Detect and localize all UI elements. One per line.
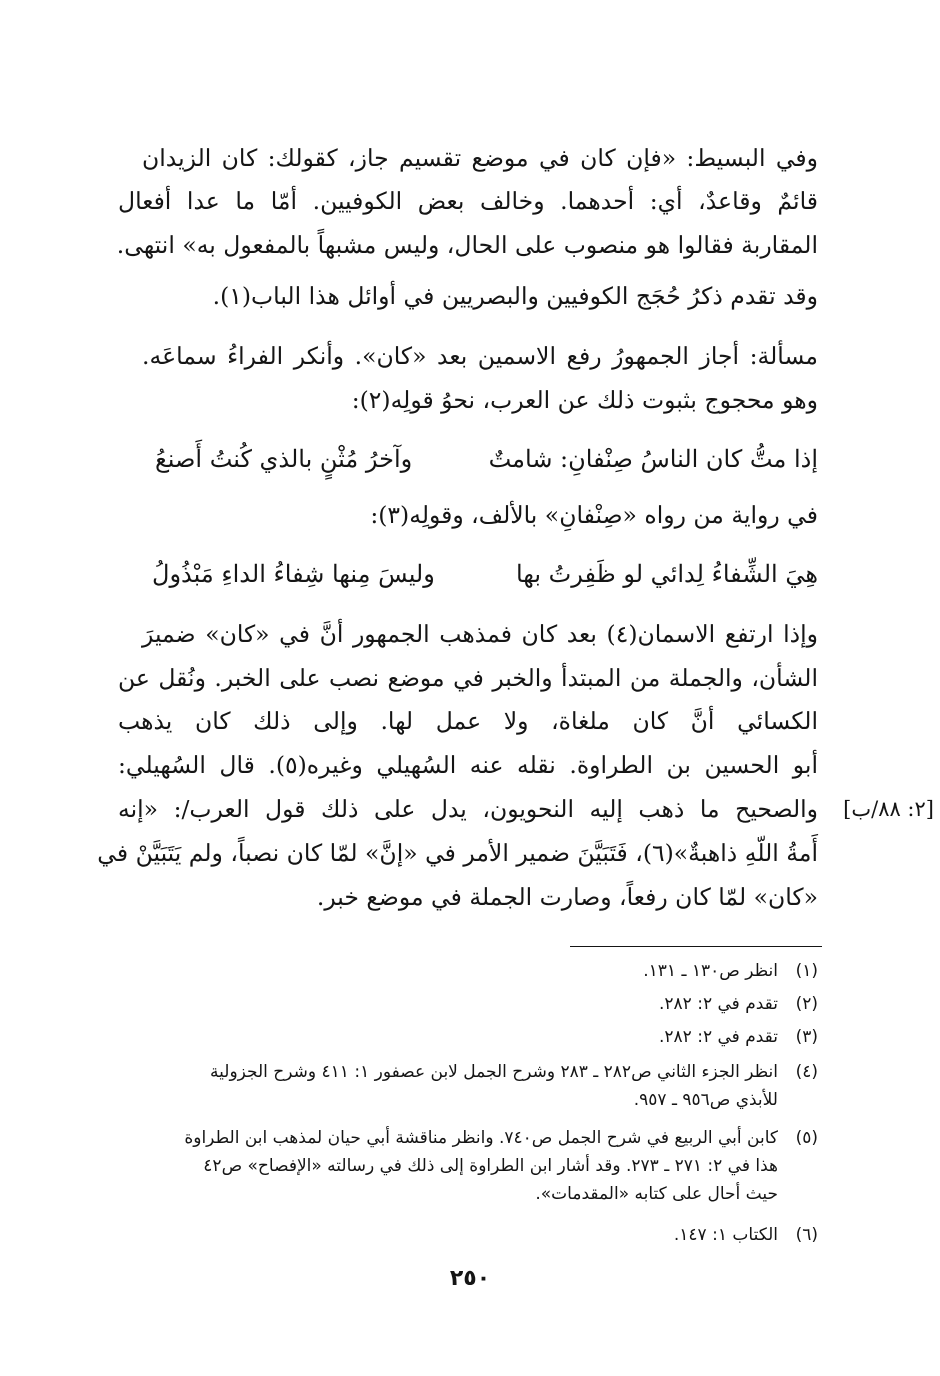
footnote-text-line-2: هذا في ٢: ٢٧١ ـ ٢٧٣. وقد أشار ابن الطراوة إلى ذلك في رسالته «الإفصاح» ص٤٢ (203, 1156, 778, 1176)
footnote-6 (118, 1222, 818, 1249)
footnote-text: تقدم في ٢: ٢٨٢. (659, 1027, 778, 1047)
footnote-number: (٦) (795, 1225, 818, 1245)
body-line-12: والصحيح ما ذهب إليه النحويون، يدل على ذلك قول العرب/: «إنه (118, 795, 818, 823)
footnote-separator (570, 946, 822, 947)
footnote-text: الكتاب ١: ١٤٧. (673, 1225, 778, 1245)
body-line-1: وفي البسيط: «فإن كان في موضع تقسيم جاز، كقولك: كان الزيدان (142, 144, 818, 172)
body-line-9: الشأن، والجملة من المبتدأ والخبر في موضع نصب على الخبر. ونُقل عن (118, 664, 818, 692)
footnote-3 (118, 1024, 818, 1051)
body-line-2: قائمٌ وقاعدٌ، أي: أحدهما. وخالف بعض الكوفيين. أمّا ما عدا أفعال (118, 187, 818, 215)
body-line-6: وهو محجوج بثبوت ذلك عن العرب، نحوُ قولِه(٢): (351, 386, 818, 414)
margin-manuscript-folio-note: [٢: ٨٨/ب] (843, 797, 934, 821)
verse-2-second-hemistich: وليسَ مِنها شِفاءُ الداءِ مَبْذُولُ (152, 560, 435, 588)
footnote-text-line-1: كابن أبي الربيع في شرح الجمل ص٧٤٠. وانظر مناقشة أبي حيان لمذهب ابن الطراوة (184, 1128, 778, 1148)
body-line-4: وقد تقدم ذكرُ حُجَج الكوفيين والبصريين في أوائل هذا الباب(١). (212, 282, 818, 310)
verse-1-first-hemistich: إذا متُّ كان الناسُ صِنْفانِ: شامتٌ (488, 445, 818, 473)
footnote-number: (٢) (795, 994, 818, 1014)
footnote-number: (٤) (795, 1062, 818, 1082)
body-line-7: في رواية من رواه «صِنْفانِ» بالألف، وقولِه(٣): (370, 501, 818, 529)
body-line-8: وإذا ارتفع الاسمان(٤) بعد كان فمذهب الجمهور أنَّ في «كان» ضميرَ (142, 620, 818, 648)
footnote-text-line-3: حيث أحال على كتابه «المقدمات». (535, 1184, 778, 1204)
footnote-5 (118, 1125, 818, 1209)
body-line-13: أَمةُ اللّهِ ذاهبةٌ»(٦)، فَتَبَيَّنَ ضمير الأمر في «إنَّ» لمّا كان نصباً، ولم يَتَبَيَّنْ في (97, 839, 818, 867)
footnote-2 (118, 991, 818, 1018)
footnote-number: (١) (795, 961, 818, 981)
footnote-number: (٥) (795, 1128, 818, 1148)
verse-2-first-hemistich: هِيَ الشِّفاءُ لِدائي لو ظَفِرتُ بها (515, 560, 818, 588)
footnote-text-line-2: للأبذي ص٩٥٦ ـ ٩٥٧. (633, 1090, 778, 1110)
body-line-3: المقاربة فقالوا هو منصوب على الحال، وليس مشبهاً بالمفعول به» انتهى. (116, 231, 818, 259)
body-line-10: الكسائي أنَّ كان ملغاة، ولا عمل لها. وإلى ذلك كان يذهب (118, 707, 818, 735)
footnote-text: تقدم في ٢: ٢٨٢. (659, 994, 778, 1014)
footnote-1 (118, 958, 818, 985)
body-line-5: مسألة: أجاز الجمهورُ رفع الاسمين بعد «كان». وأنكر الفراءُ سماعَه. (142, 342, 818, 370)
footnote-text-line-1: انظر الجزء الثاني ص٢٨٢ ـ ٢٨٣ وشرح الجمل لابن عصفور ١: ٤١١ وشرح الجزولية (210, 1062, 778, 1082)
footnote-number: (٣) (795, 1027, 818, 1047)
body-line-11: أبو الحسين بن الطراوة. نقله عنه السُهيلي وغيره(٥). قال السُهيلي: (118, 751, 818, 779)
page-number: ٢٥٠ (449, 1266, 491, 1291)
body-line-14: «كان» لمّا كان رفعاً، وصارت الجملة في موضع خبر. (316, 883, 818, 911)
footnote-text: انظر ص١٣٠ ـ ١٣١. (643, 961, 778, 981)
verse-1-second-hemistich: وآخرُ مُثْنٍ بالذي كُنتُ أَصنعُ (155, 445, 413, 473)
footnote-4 (118, 1059, 818, 1115)
